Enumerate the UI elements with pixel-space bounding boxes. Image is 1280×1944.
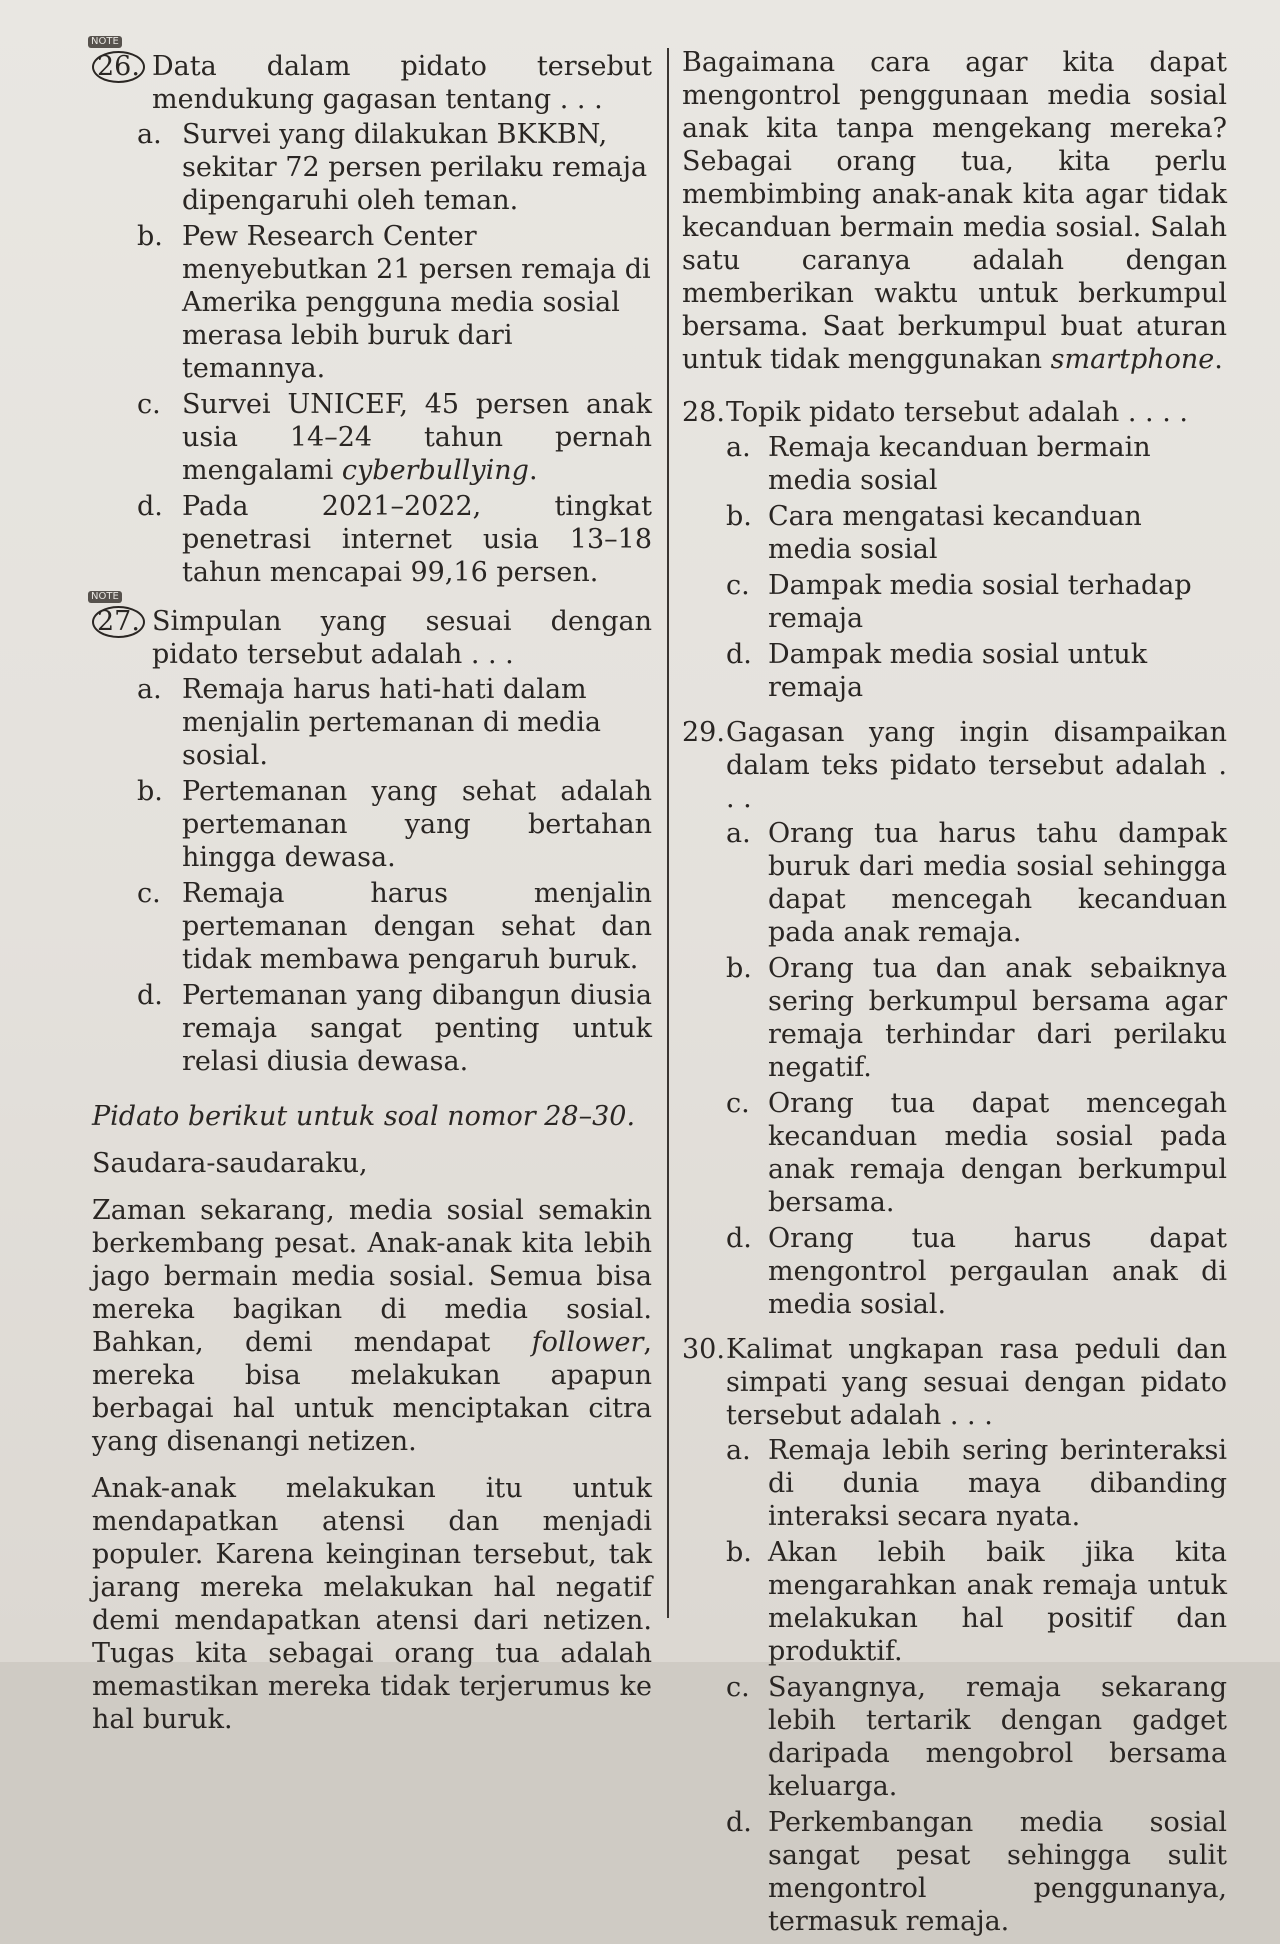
question-number: 29. <box>682 717 725 748</box>
option-text: Survei UNICEF, 45 persen anak usia 14–24 tahun pernah mengalami <box>182 389 652 486</box>
question-number <box>91 591 145 638</box>
question-stem: Gagasan yang ingin disampaikan dalam teks pidato tersebut adalah . . . <box>726 717 1227 814</box>
option-d <box>137 490 652 589</box>
question-stem: Kalimat ungkapan rasa peduli dan simpati yang sesuai dengan pidato tersebut adalah . . . <box>726 1334 1227 1431</box>
option-d <box>726 638 1227 704</box>
option-letter: a. <box>726 818 751 849</box>
option-text: Orang tua dapat mencegah kecanduan media sosial pada anak remaja dengan berkumpul bersama. <box>768 1088 1227 1218</box>
question-number-circled: 27. <box>92 606 145 638</box>
option-text: Pew Research Center menyebutkan 21 persen remaja di Amerika pengguna media sosial merasa lebih buruk dari temannya. <box>182 221 651 384</box>
question-number: 30. <box>682 1334 725 1365</box>
option-text: Pada 2021–2022, tingkat penetrasi internet usia 13–18 tahun mencapai 99,16 persen. <box>182 491 652 588</box>
option-b <box>726 500 1227 566</box>
option-b <box>726 952 1227 1084</box>
option-letter: d. <box>726 1807 752 1838</box>
option-a <box>726 817 1227 949</box>
question-stem: Data dalam pidato tersebut mendukung gagasan tentang . . . <box>152 51 652 115</box>
option-text: Pertemanan yang sehat adalah pertemanan yang bertahan hingga dewasa. <box>182 776 652 873</box>
option-a <box>726 1434 1227 1533</box>
option-a <box>137 118 652 217</box>
option-letter: a. <box>726 1435 751 1466</box>
option-text: Survei yang dilakukan BKKBN, sekitar 72 persen perilaku remaja dipengaruhi oleh teman. <box>182 119 648 216</box>
left-column <box>91 36 652 1750</box>
option-letter: b. <box>726 501 752 532</box>
option-text: Remaja harus menjalin pertemanan dengan sehat dan tidak membawa pengaruh buruk. <box>182 878 652 975</box>
option-text: Dampak media sosial terhadap remaja <box>768 570 1192 634</box>
option-c <box>726 1671 1227 1803</box>
option-letter: c. <box>137 389 161 420</box>
option-letter: a. <box>137 119 162 150</box>
option-letter: c. <box>726 570 750 601</box>
question-28 <box>682 396 1227 704</box>
option-text: Orang tua harus dapat mengontrol pergaulan anak di media sosial. <box>768 1223 1227 1320</box>
speech-greeting: Saudara-saudaraku, <box>92 1148 368 1179</box>
option-text: Remaja lebih sering berinteraksi di dunia maya dibanding interaksi secara nyata. <box>768 1435 1227 1532</box>
option-text: Orang tua harus tahu dampak buruk dari media sosial sehingga dapat mencegah kecanduan pada anak remaja. <box>768 818 1227 948</box>
option-d <box>137 979 652 1078</box>
question-number-circled: 26. <box>92 51 145 83</box>
paragraph-italic: follower <box>531 1327 644 1358</box>
option-letter: b. <box>726 953 752 984</box>
option-text: Remaja kecanduan bermain media sosial <box>768 432 1151 496</box>
paragraph-text-end: , mereka bisa melakukan apapun berbagai hal untuk menciptakan citra yang disenangi netizen. <box>92 1327 652 1457</box>
option-letter: a. <box>137 674 162 705</box>
column-divider <box>667 48 669 1618</box>
option-letter: b. <box>137 776 163 807</box>
speech-heading: Pidato berikut untuk soal nomor 28–30. <box>92 1101 636 1132</box>
paragraph-italic: smartphone <box>1050 344 1215 375</box>
question-29 <box>682 716 1227 1321</box>
question-number: 28. <box>682 397 725 428</box>
option-c <box>726 1087 1227 1219</box>
right-column <box>682 46 1227 1944</box>
note-badge: NOTE <box>88 591 122 603</box>
question-27 <box>91 591 652 1078</box>
option-d <box>726 1222 1227 1321</box>
option-text: Orang tua dan anak sebaiknya sering berkumpul bersama agar remaja terhindar dari perilaku negatif. <box>768 953 1227 1083</box>
option-text: Remaja harus hati-hati dalam menjalin pertemanan di media sosial. <box>182 674 601 771</box>
question-26 <box>91 36 652 589</box>
option-b <box>726 1536 1227 1668</box>
option-text-italic: cyberbullying <box>341 455 529 486</box>
option-a <box>137 673 652 772</box>
option-letter: d. <box>726 1223 752 1254</box>
option-letter: d. <box>137 980 163 1011</box>
option-b <box>137 220 652 385</box>
speech-paragraph-3 <box>682 46 1227 376</box>
option-text: Pertemanan yang dibangun diusia remaja sangat penting untuk relasi diusia dewasa. <box>182 980 652 1077</box>
option-text: Perkembangan media sosial sangat pesat sehingga sulit mengontrol penggunanya, termasuk remaja. <box>768 1807 1227 1937</box>
option-text: Akan lebih baik jika kita mengarahkan anak remaja untuk melakukan hal positif dan produktif. <box>768 1537 1227 1667</box>
option-letter: b. <box>726 1537 752 1568</box>
option-letter: c. <box>726 1088 750 1119</box>
question-stem: Simpulan yang sesuai dengan pidato tersebut adalah . . . <box>152 606 652 670</box>
option-text-end: . <box>528 455 538 486</box>
option-text: Cara mengatasi kecanduan media sosial <box>768 501 1142 565</box>
question-stem: Topik pidato tersebut adalah . . . . <box>726 397 1188 428</box>
paragraph-text: Zaman sekarang, media sosial semakin berkembang pesat. Anak-anak kita lebih jago bermain media sosial. Semua bisa mereka bagikan di media sosial. Bahkan, demi mendapat <box>92 1195 652 1358</box>
paragraph-text: Bagaimana cara agar kita dapat mengontrol penggunaan media sosial anak kita tanpa mengekang mereka? Sebagai orang tua, kita perlu membimbing anak-anak kita agar tidak kecanduan bermain media sosial. Salah satu caranya adalah dengan memberikan waktu untuk berkumpul bersama. Saat berkumpul buat aturan untuk tidak menggunakan <box>682 47 1227 375</box>
option-d <box>726 1806 1227 1938</box>
speech-paragraph-1 <box>92 1194 652 1458</box>
option-c <box>137 877 652 976</box>
option-letter: c. <box>137 878 161 909</box>
note-badge: NOTE <box>88 36 122 48</box>
option-text: Dampak media sosial untuk remaja <box>768 639 1148 703</box>
option-letter: d. <box>137 491 163 522</box>
paragraph-text-end: . <box>1214 344 1223 375</box>
question-30 <box>682 1333 1227 1938</box>
option-b <box>137 775 652 874</box>
option-c <box>137 388 652 487</box>
question-number <box>91 36 145 83</box>
option-a <box>726 431 1227 497</box>
option-letter: a. <box>726 432 751 463</box>
option-letter: b. <box>137 221 163 252</box>
option-text: Sayangnya, remaja sekarang lebih tertarik dengan gadget daripada mengobrol bersama keluarga. <box>768 1672 1227 1802</box>
speech-paragraph-2: Anak-anak melakukan itu untuk mendapatkan atensi dan menjadi populer. Karena keinginan tersebut, tak jarang mereka melakukan hal negatif demi mendapatkan atensi dari netizen. Tugas kita sebagai orang tua adalah memastikan mereka tidak terjerumus ke hal buruk. <box>92 1473 652 1735</box>
option-c <box>726 569 1227 635</box>
option-letter: c. <box>726 1672 750 1703</box>
option-letter: d. <box>726 639 752 670</box>
